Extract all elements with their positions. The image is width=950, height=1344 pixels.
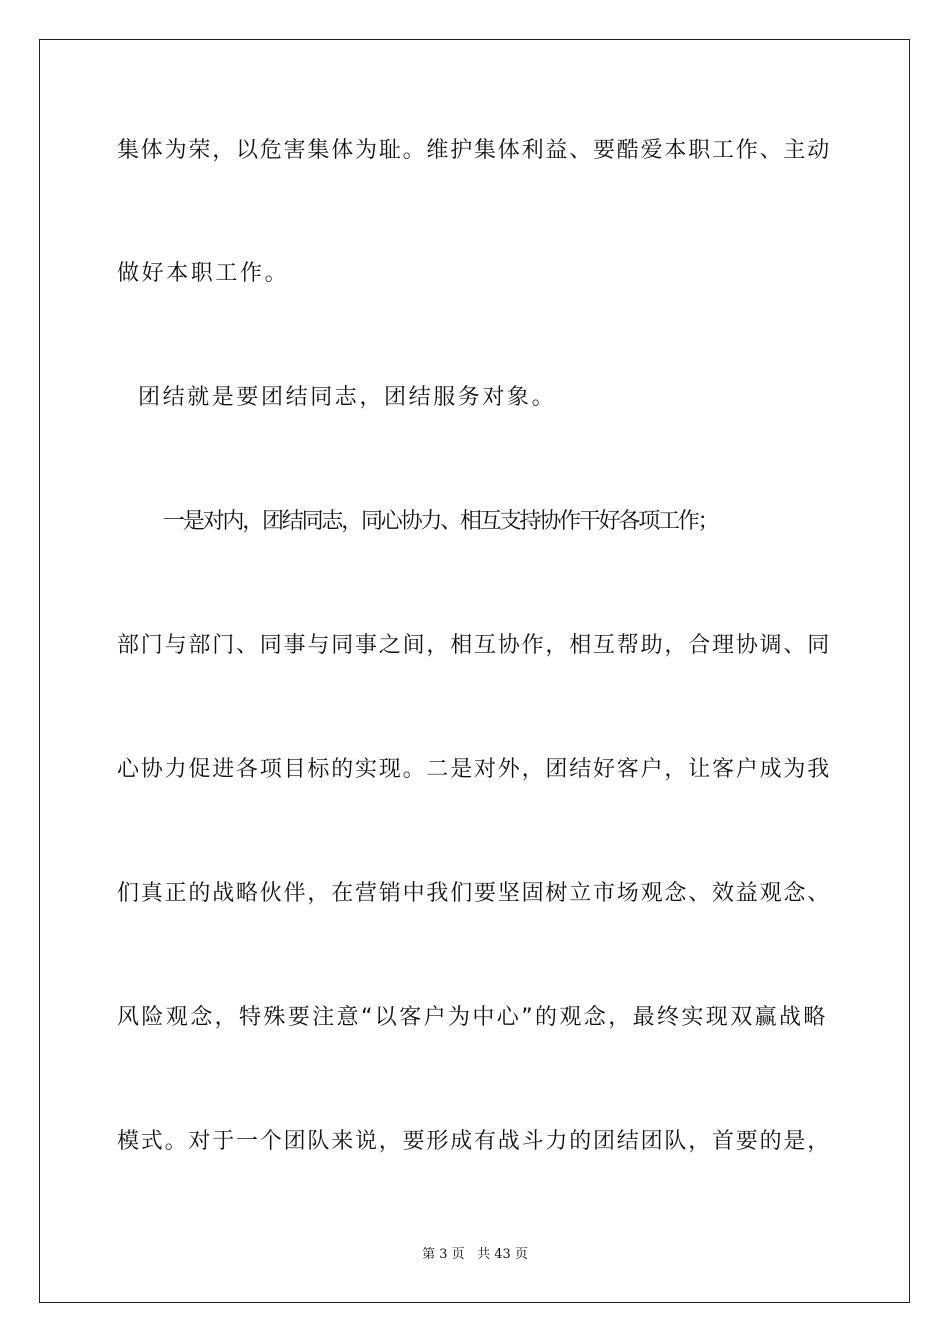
paragraph-line-8: 风险观念，特殊要注意“以客户为中心”的观念，最终实现双赢战略	[117, 1005, 828, 1030]
page-footer	[0, 1246, 950, 1264]
paragraph-line-3: 团结就是要团结同志，团结服务对象。	[138, 385, 557, 410]
paragraph-line-2: 做好本职工作。	[117, 261, 290, 286]
paragraph-line-4: 一是对内，团结同志，同心协力、相互支持协作干好各项工作；	[163, 509, 718, 534]
page-number: 第 3 页	[422, 1247, 465, 1262]
page-border	[39, 39, 910, 1303]
total-pages: 共 43 页	[477, 1247, 528, 1262]
paragraph-line-1: 集体为荣，以危害集体为耻。维护集体利益、要酷爱本职工作、主动	[117, 138, 832, 163]
paragraph-line-7: 们真正的战略伙伴，在营销中我们要坚固树立市场观念、效益观念、	[117, 881, 832, 906]
paragraph-line-9: 模式。对于一个团队来说，要形成有战斗力的团结团队，首要的是，	[117, 1129, 832, 1154]
paragraph-line-5: 部门与部门、同事与同事之间，相互协作，相互帮助，合理协调、同	[117, 633, 832, 658]
paragraph-line-6: 心协力促进各项目标的实现。二是对外，团结好客户，让客户成为我	[117, 757, 832, 782]
